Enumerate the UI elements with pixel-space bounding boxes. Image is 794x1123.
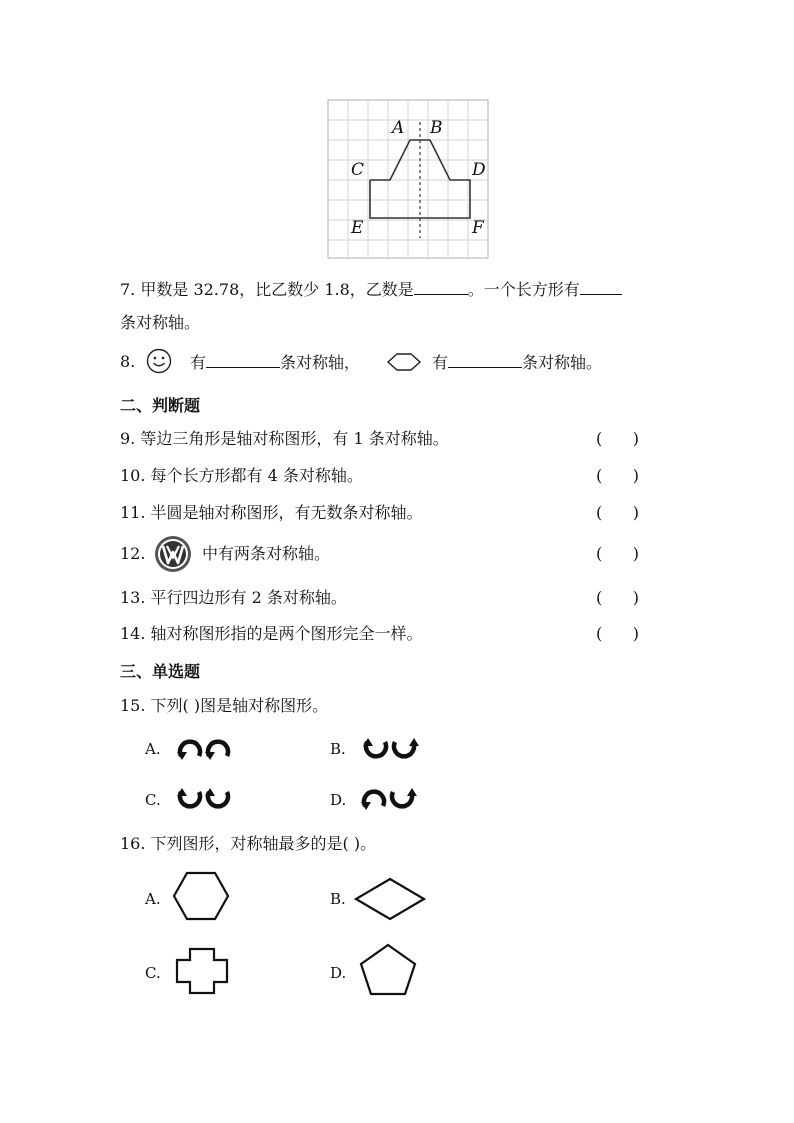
label-e: E: [351, 218, 364, 238]
q7-text-2: 。一个长方形有: [467, 280, 580, 299]
q16-option-a-label[interactable]: A.: [145, 890, 161, 908]
hexagon-icon: [172, 870, 230, 926]
judge-answer-13[interactable]: ( ): [596, 588, 639, 607]
judge-answer-11[interactable]: ( ): [596, 503, 639, 522]
judge-question-12: 中有两条对称轴。: [202, 544, 331, 563]
label-f: F: [472, 218, 484, 238]
q8-blank-1[interactable]: [206, 351, 280, 368]
judge-answer-12[interactable]: ( ): [596, 544, 639, 563]
question-16: 16. 下列图形，对称轴最多的是( )。: [120, 834, 377, 853]
q7-text-3: 条对称轴。: [120, 313, 201, 332]
q8-text-1: 有: [190, 353, 207, 372]
q8-number: 8.: [120, 352, 136, 371]
judge-question-11: 11. 半圆是轴对称图形，有无数条对称轴。: [120, 503, 423, 522]
label-a: A: [392, 118, 405, 138]
q8-text-3: 有: [432, 353, 449, 372]
judge-answer-10[interactable]: ( ): [596, 466, 639, 485]
question-8: [120, 351, 135, 373]
rhombus-icon: [354, 877, 426, 925]
q16-option-b-label[interactable]: B.: [330, 890, 346, 908]
arrow-pair-b-icon: [362, 736, 420, 766]
section-3-title: 三、单选题: [120, 662, 201, 681]
q15-option-d-label[interactable]: D.: [330, 791, 347, 809]
question-15: 15. 下列( )图是轴对称图形。: [120, 696, 329, 715]
q7-text-1: 7. 甲数是 32.78，比乙数少 1.8，乙数是: [120, 280, 414, 299]
judge-answer-14[interactable]: ( ): [596, 624, 639, 643]
q16-option-d-label[interactable]: D.: [330, 964, 347, 982]
q15-option-a-label[interactable]: A.: [145, 740, 161, 758]
arrow-pair-c-icon: [176, 786, 234, 816]
q15-option-c-label[interactable]: C.: [145, 791, 161, 809]
question-8-part-1: [190, 351, 360, 374]
section-2-title: 二、判断题: [120, 396, 201, 415]
question-8-part-2: [432, 351, 602, 374]
smiley-face-icon: [146, 348, 172, 378]
q8-text-4: 条对称轴。: [522, 353, 603, 372]
judge-question-10: 10. 每个长方形都有 4 条对称轴。: [120, 466, 363, 485]
q16-option-c-label[interactable]: C.: [145, 964, 161, 982]
judge-question-9: 9. 等边三角形是轴对称图形，有 1 条对称轴。: [120, 429, 449, 448]
q7-blank-1[interactable]: [414, 278, 468, 295]
arrow-pair-d-icon: [360, 786, 418, 816]
label-b: B: [430, 118, 443, 138]
q8-blank-2[interactable]: [448, 351, 522, 368]
pentagon-icon: [358, 943, 418, 1001]
label-d: D: [472, 160, 486, 180]
cross-icon: [174, 946, 230, 1000]
grid-figure: [326, 98, 490, 260]
q8-text-2: 条对称轴，: [280, 353, 361, 372]
vw-logo-icon: [154, 535, 192, 577]
judge-question-12-number: 12.: [120, 544, 146, 563]
q15-option-b-label[interactable]: B.: [330, 740, 346, 758]
arrow-pair-a-icon: [176, 736, 234, 766]
hexagon-diamond-icon: [386, 352, 422, 376]
judge-question-14: 14. 轴对称图形指的是两个图形完全一样。: [120, 624, 423, 643]
label-c: C: [351, 160, 365, 180]
q7-blank-2[interactable]: [580, 278, 622, 295]
judge-question-13: 13. 平行四边形有 2 条对称轴。: [120, 588, 347, 607]
judge-answer-9[interactable]: ( ): [596, 429, 639, 448]
question-7-continued: [120, 312, 200, 334]
question-7: [120, 278, 622, 301]
